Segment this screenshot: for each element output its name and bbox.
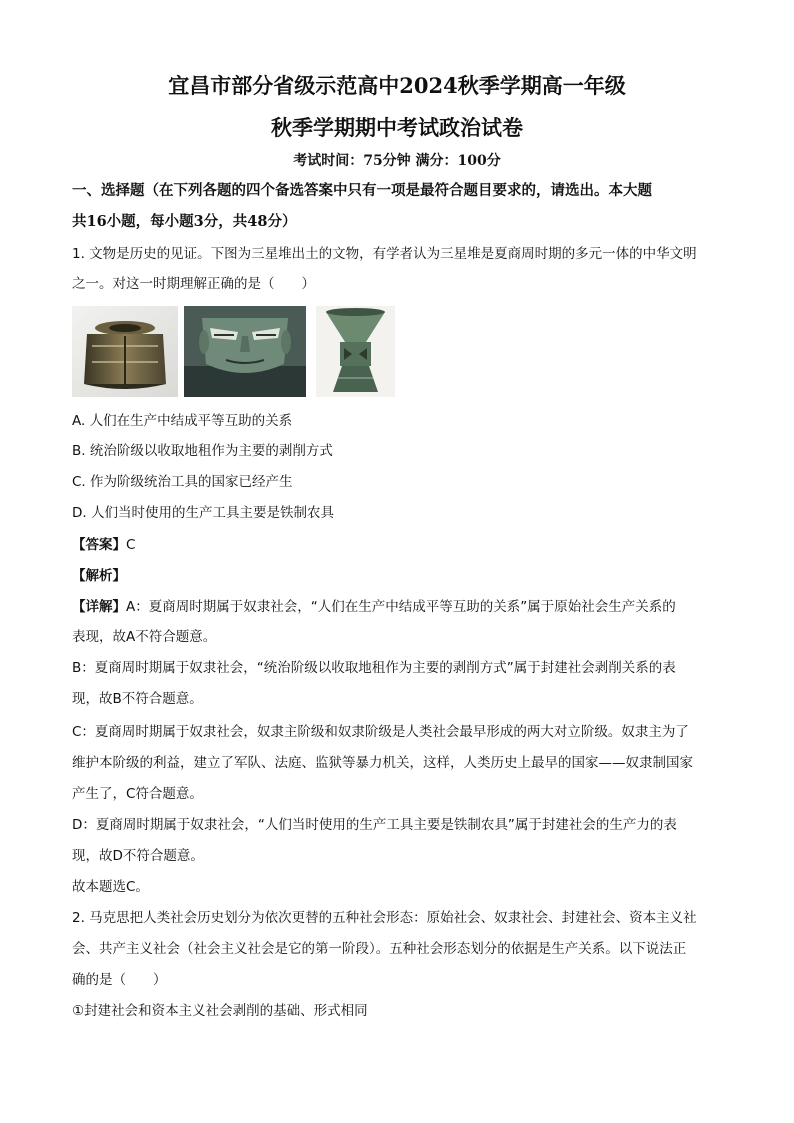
detail-text: A：夏商周时期属于奴隶社会，“人们在生产中结成平等互助的关系”属于原始社会生产关系的 xyxy=(126,599,676,615)
answer-value: C xyxy=(126,537,136,553)
section-heading-line2: 共16小题，每小题3分，共48分） xyxy=(72,213,297,230)
q1-option-d: D. 人们当时使用的生产工具主要是铁制农具 xyxy=(72,505,334,521)
bronze-mask-artifact-image xyxy=(184,306,306,397)
bronze-zun-vessel-artifact-image xyxy=(316,306,395,397)
q1-stem-line2: 之一。对这一时期理解正确的是（ ） xyxy=(72,276,315,292)
q1-analysis-tag xyxy=(72,566,126,586)
q1-detail-line1 xyxy=(72,597,676,617)
q2-stem-line1: 2. 马克思把人类社会历史划分为依次更替的五种社会形态：原始社会、奴隶社会、封建社会、资本主义社 xyxy=(72,910,697,926)
q2-item1: ①封建社会和资本主义社会剥削的基础、形式相同 xyxy=(72,1003,368,1019)
q1-answer xyxy=(72,535,135,555)
q1-stem-line1: 1. 文物是历史的见证。下图为三星堆出土的文物，有学者认为三星堆是夏商周时期的多元一体的中华文明 xyxy=(72,246,697,262)
section-heading-line1: 一、选择题（在下列各题的四个备选答案中只有一项是最符合题目要求的，请选出。本大题 xyxy=(72,182,652,199)
q1-b-line2: 现，故B不符合题意。 xyxy=(72,691,203,707)
q2-stem-line3: 确的是（ ） xyxy=(72,972,167,988)
q1-option-b: B. 统治阶级以收取地租作为主要的剥削方式 xyxy=(72,443,333,459)
q1-option-a: A. 人们在生产中结成平等互助的关系 xyxy=(72,413,293,429)
jade-cong-artifact-image xyxy=(72,306,178,397)
q1-conclusion: 故本题选C。 xyxy=(72,879,149,895)
q1-b-line1: B：夏商周时期属于奴隶社会，“统治阶级以收取地租作为主要的剥削方式”属于封建社会剥削关系的表 xyxy=(72,660,676,676)
exam-info: 考试时间：75分钟 满分：100分 xyxy=(293,153,501,169)
q1-option-c: C. 作为阶级统治工具的国家已经产生 xyxy=(72,474,293,490)
exam-title-line2: 秋季学期期中考试政治试卷 xyxy=(271,115,523,140)
answer-tag: 【答案】 xyxy=(72,537,126,553)
q1-c-line1: C：夏商周时期属于奴隶社会，奴隶主阶级和奴隶阶级是人类社会最早形成的两大对立阶级。奴隶主为了 xyxy=(72,724,689,740)
detail-tag: 【详解】 xyxy=(72,599,126,615)
exam-title-line1: 宜昌市部分省级示范高中2024秋季学期高一年级 xyxy=(168,73,626,98)
q1-detail-line2: 表现，故A不符合题意。 xyxy=(72,629,217,645)
q1-d-line1: D：夏商周时期属于奴隶社会，“人们当时使用的生产工具主要是铁制农具”属于封建社会的生产力的表 xyxy=(72,817,677,833)
analysis-tag: 【解析】 xyxy=(72,568,126,584)
q1-c-line2: 维护本阶级的利益，建立了军队、法庭、监狱等暴力机关，这样，人类历史上最早的国家——奴隶制国家 xyxy=(72,755,693,771)
q2-stem-line2: 会、共产主义社会（社会主义社会是它的第一阶段）。五种社会形态划分的依据是生产关系。以下说法正 xyxy=(72,941,687,957)
q1-c-line3: 产生了，C符合题意。 xyxy=(72,786,203,802)
q1-d-line2: 现，故D不符合题意。 xyxy=(72,848,204,864)
